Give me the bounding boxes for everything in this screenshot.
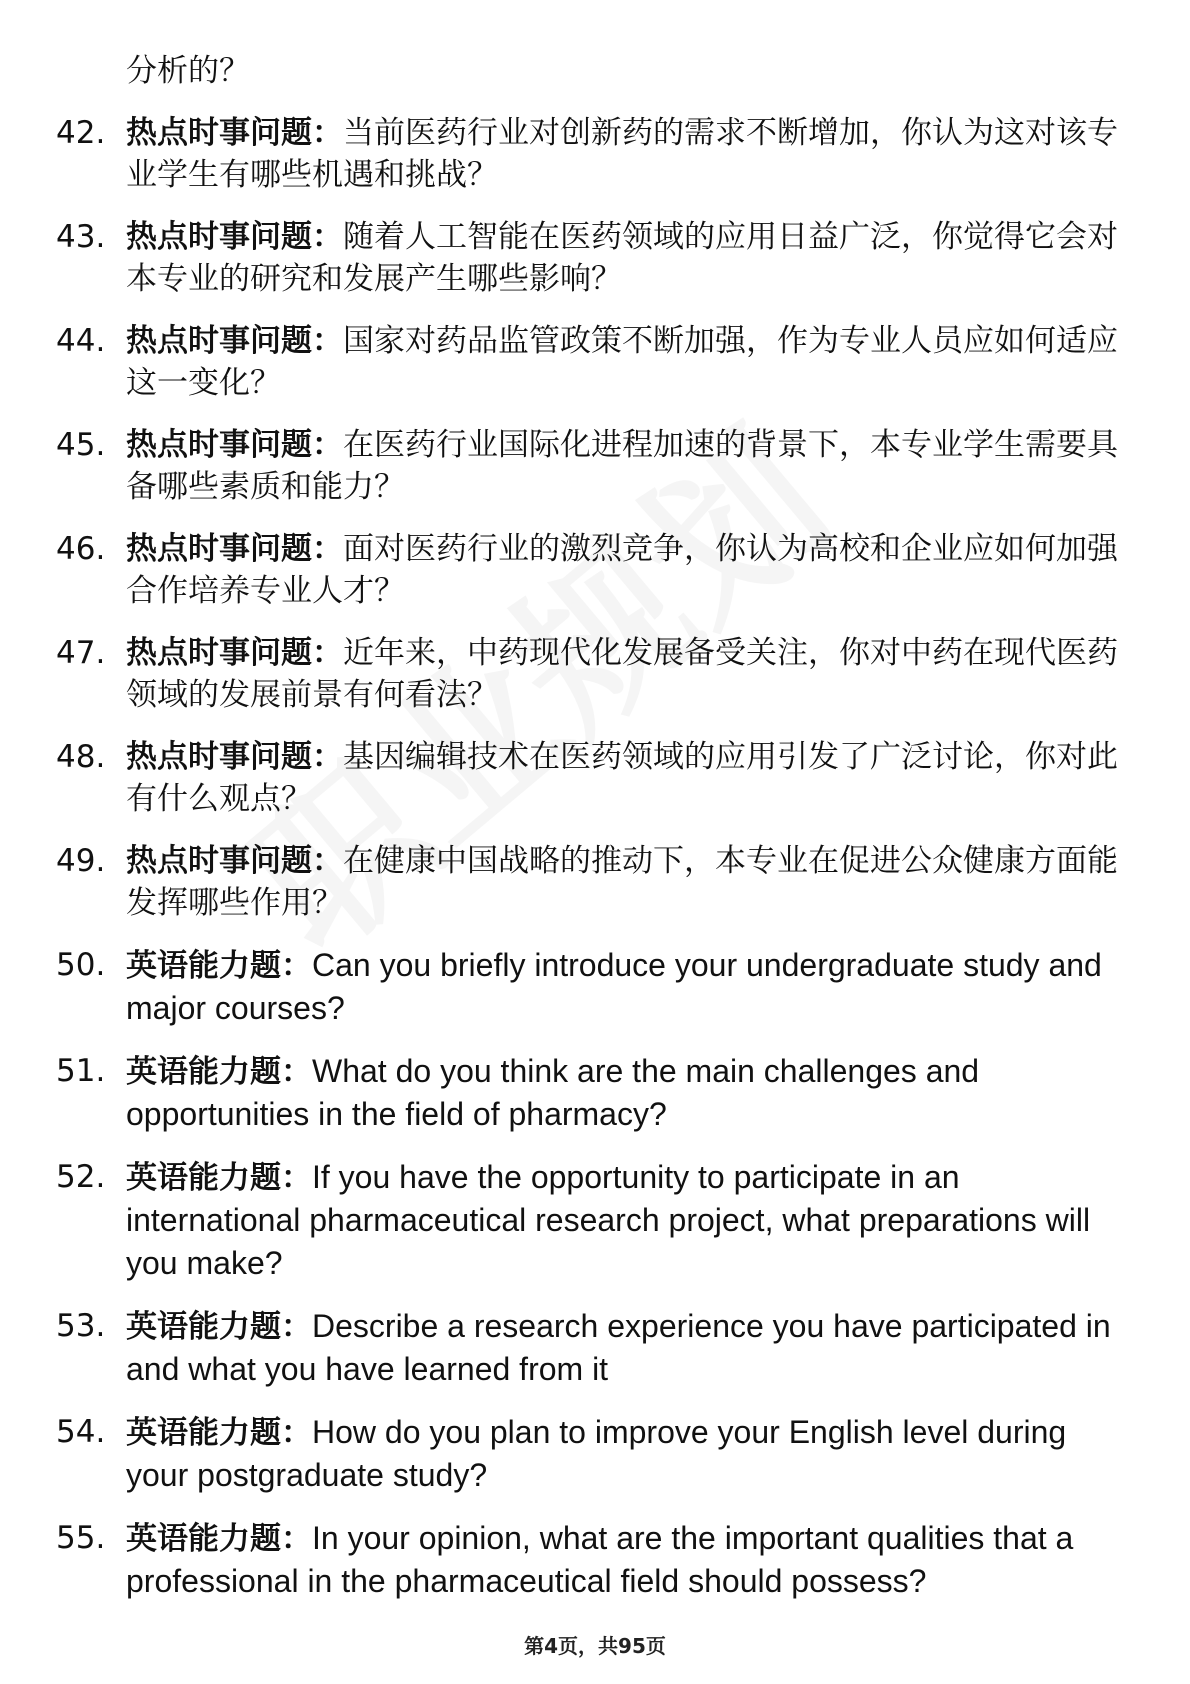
question-category: 热点时事问题： [126,739,343,775]
list-item [56,632,1136,716]
question-number: 51. [56,1053,106,1089]
question-number: 47. [56,635,106,671]
list-item [56,840,1136,924]
question-text: 在健康中国战略的推动下，本专业在促进公众健康方面能发挥哪些作用？ [126,843,1118,921]
question-number: 44. [56,323,106,359]
question-number: 49. [56,843,106,879]
question-number: 43. [56,219,106,255]
continuation-text: 分析的？ [126,53,250,89]
question-number: 46. [56,531,106,567]
question-text: Can you briefly introduce your undergraduate study and major courses? [126,947,1102,1026]
list-item [56,944,1136,1030]
question-category: 英语能力题： [126,1054,312,1090]
list-item [56,1050,1136,1136]
question-text: 在医药行业国际化进程加速的背景下，本专业学生需要具备哪些素质和能力？ [126,427,1118,505]
page-footer: 第4页，共95页 [524,1634,666,1658]
question-text: 近年来，中药现代化发展备受关注，你对中药在现代医药领域的发展前景有何看法？ [126,635,1118,713]
list-item [56,1305,1136,1391]
question-text: Describe a research experience you have participated in and what you have learned from it [126,1308,1111,1387]
list-item [56,1411,1136,1497]
question-number: 52. [56,1159,106,1195]
question-number: 50. [56,947,106,983]
question-number: 55. [56,1520,106,1556]
question-category: 热点时事问题： [126,531,343,567]
question-category: 热点时事问题： [126,635,343,671]
question-category: 英语能力题： [126,1160,312,1196]
question-text: 面对医药行业的激烈竞争，你认为高校和企业应如何加强合作培养专业人才？ [126,531,1118,609]
question-list [56,112,1136,1623]
question-text: In your opinion, what are the important qualities that a professional in the pharmaceutical field should possess? [126,1520,1074,1599]
question-text: How do you plan to improve your English level during your postgraduate study? [126,1414,1067,1493]
question-number: 45. [56,427,106,463]
list-item [56,736,1136,820]
question-number: 48. [56,739,106,775]
question-number: 54. [56,1414,106,1450]
question-category: 热点时事问题： [126,323,343,359]
list-item [56,320,1136,404]
list-item [56,1156,1136,1285]
list-item [56,112,1136,196]
question-category: 英语能力题： [126,1415,312,1451]
question-category: 英语能力题： [126,1309,312,1345]
list-item [56,424,1136,508]
question-category: 热点时事问题： [126,115,343,151]
question-text: 基因编辑技术在医药领域的应用引发了广泛讨论，你对此有什么观点？ [126,739,1118,817]
question-number: 53. [56,1308,106,1344]
question-category: 热点时事问题： [126,219,343,255]
question-text: What do you think are the main challenges and opportunities in the field of pharmacy? [126,1053,980,1132]
question-number: 42. [56,115,106,151]
question-category: 英语能力题： [126,948,312,984]
question-text: 随着人工智能在医药领域的应用日益广泛，你觉得它会对本专业的研究和发展产生哪些影响？ [126,219,1118,297]
list-item [56,1517,1136,1603]
question-category: 热点时事问题： [126,427,343,463]
question-text: If you have the opportunity to participate in an international pharmaceutical research project, what preparations will you make? [126,1159,1091,1281]
question-category: 热点时事问题： [126,843,343,879]
list-item [56,528,1136,612]
list-item [56,216,1136,300]
question-category: 英语能力题： [126,1521,312,1557]
question-text: 当前医药行业对创新药的需求不断增加，你认为这对该专业学生有哪些机遇和挑战？ [126,115,1118,193]
question-text: 国家对药品监管政策不断加强，作为专业人员应如何适应这一变化？ [126,323,1118,401]
